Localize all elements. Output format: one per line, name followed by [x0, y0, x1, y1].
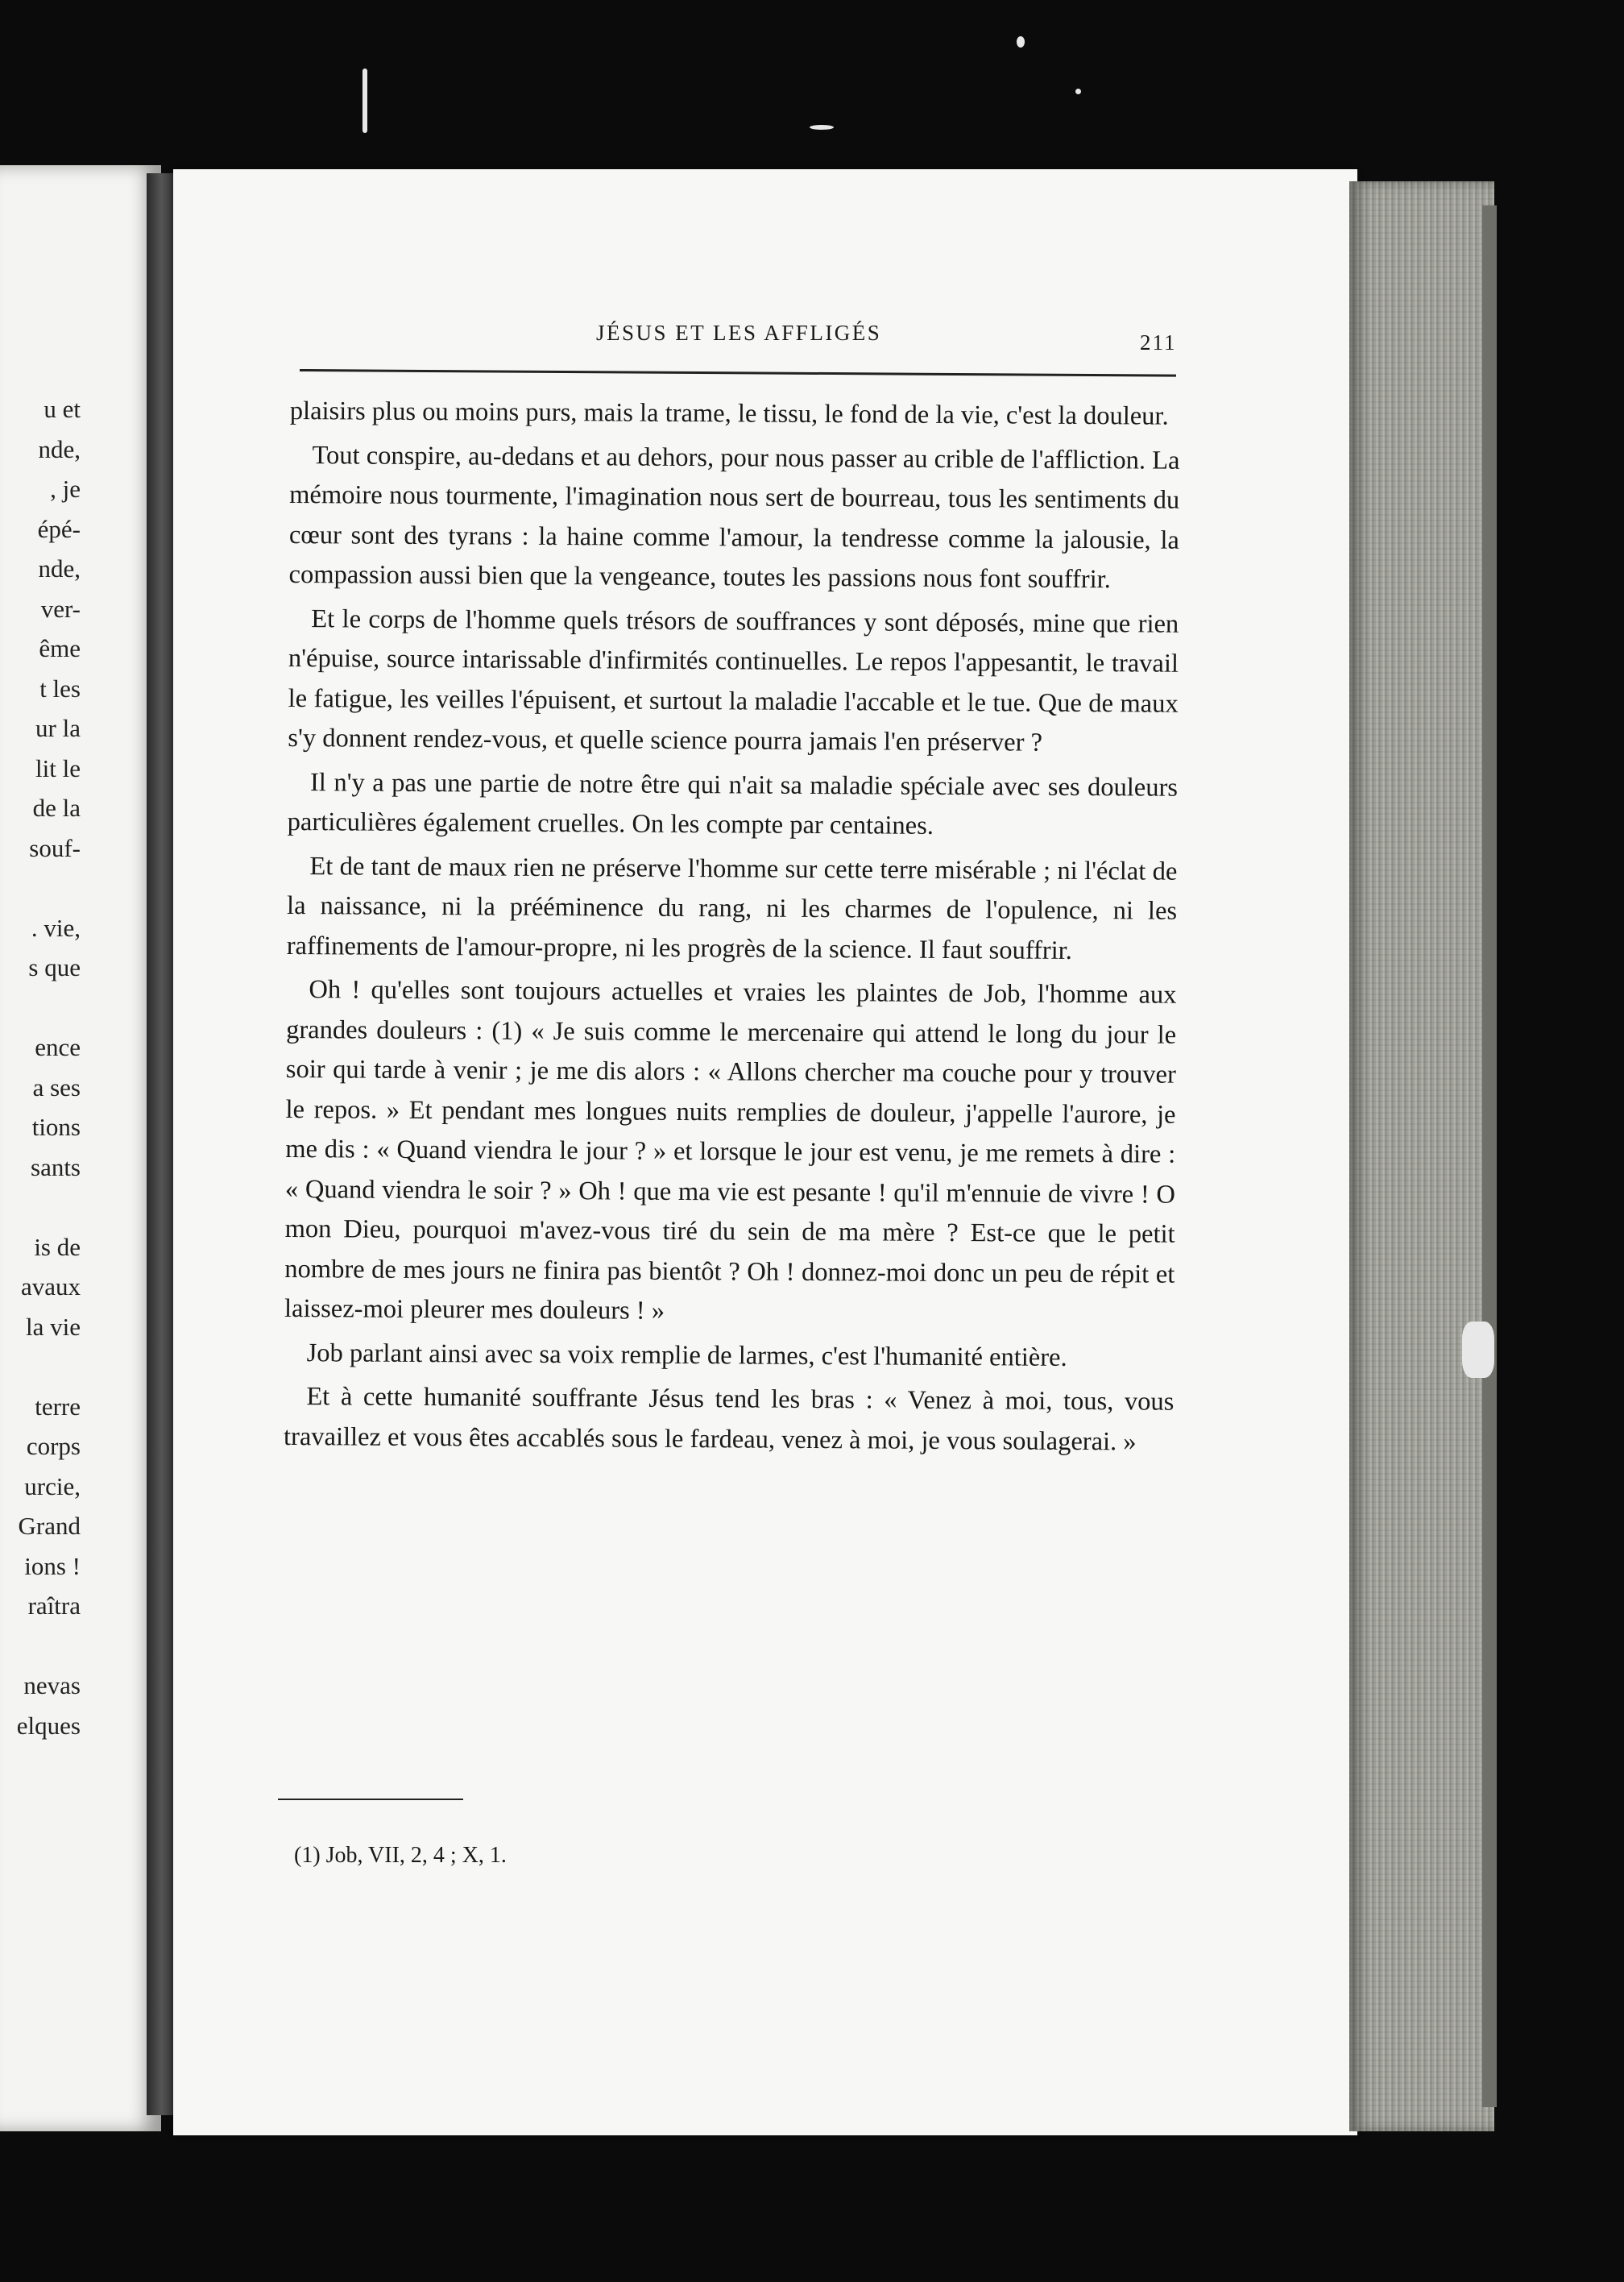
paragraph: plaisirs plus ou moins purs, mais la trame, le tissu, le fond de la vie, c'est la douleur. — [289, 396, 1169, 431]
paragraph: Et à cette humanité souffrante Jésus tend les bras : « Venez à moi, tous, vous travaillez et vous êtes accablés sous le fardeau, venez à moi, je vous soulagerai. » — [283, 1382, 1174, 1456]
left-page-fragment: s que — [28, 953, 81, 981]
body-text — [284, 392, 1180, 1467]
left-page-fragment: nde, — [38, 434, 81, 463]
paragraph: Et le corps de l'homme quels trésors de souffrances y sont déposés, mine que rien n'épuise, source intarissable d'infirmités continuelles. Le repos l'appesantit, le travail le fatigue, les veilles l'épuisent, et surtout la maladie l'accable et le tue. Que de maux s'y donnent rendez-vous, et quelle science pourra jamais l'en préserver ? — [288, 604, 1179, 757]
page-edges-block — [1349, 181, 1494, 2131]
left-page-fragment: nevas — [23, 1671, 81, 1699]
left-page-fragment: a ses — [32, 1073, 81, 1102]
left-page-fragment: Grand — [18, 1512, 81, 1540]
film-speck — [810, 125, 834, 130]
left-page-fragment: urcie, — [24, 1471, 81, 1500]
film-speck — [1075, 89, 1081, 94]
left-page-fragment: terre — [35, 1392, 81, 1421]
left-page-fragment: tions — [31, 1113, 81, 1141]
left-page-fragment: avaux — [20, 1272, 81, 1301]
left-page-fragment: is de — [34, 1232, 81, 1261]
paragraph: Job parlant ainsi avec sa voix remplie de larmes, c'est l'humanité entière. — [306, 1338, 1067, 1372]
left-page-fragment: elques — [16, 1711, 81, 1740]
left-page-fragment: la vie — [26, 1312, 81, 1341]
page-edge-shadow — [1482, 205, 1497, 2107]
left-page-fragment: corps — [26, 1432, 81, 1460]
left-page-fragment: ver- — [40, 594, 81, 623]
left-page-fragment: lit le — [35, 753, 81, 782]
left-page-fragment: ême — [39, 634, 81, 662]
paragraph: Il n'y a pas une partie de notre être qui n'ait sa maladie spéciale avec ses douleurs particulières également cruelles. On les compte par centaines. — [287, 767, 1179, 840]
paragraph: Et de tant de maux rien ne préserve l'homme sur cette terre misérable ; ni l'éclat de la naissance, ni la prééminence du rang, ni les charmes de l'opulence, ni les raffinements de l'amour-propre, ni les progrès de la science. Il faut souffrir. — [286, 851, 1178, 965]
left-page-fragment: ur la — [35, 714, 81, 742]
left-page-fragment: raîtra — [27, 1591, 81, 1620]
paragraph: Oh ! qu'elles sont toujours actuelles et vraies les plaintes de Job, l'homme aux grandes douleurs : (1) « Je suis comme le mercenaire qui attend le long du jour le soir qui tarde à venir ; je me dis alors : « Allons chercher ma couche pour y trouver le repos. » Et pendant mes longues nuits remplies de douleur, j'appelle l'aurore, je me dis : « Quand viendra le jour ? » et lorsque le jour est venu, je me remets à dire : « Quand viendra le soir ? » Oh ! que ma vie est pesante ! qu'il m'ennuie de vivre ! O mon Dieu, pourquoi m'avez-vous tiré du sein de ma mère ? Est-ce que le petit nombre de mes jours ne finira pas bientôt ? Oh ! donnez-moi donc un peu de répit et laissez-moi pleurer mes douleurs ! » — [284, 975, 1177, 1326]
left-page-fragment: de la — [32, 794, 81, 822]
film-speck — [1462, 1321, 1494, 1378]
left-page-fragment: t les — [39, 674, 81, 703]
left-page-fragment: nde, — [38, 554, 81, 583]
paragraph: Tout conspire, au-dedans et au dehors, pour nous passer au crible de l'affliction. La mémoire nous tourmente, l'imagination nous sert de bourreau, tous les sentiments du cœur sont des tyrans : la haine comme l'amour, la tendresse comme la jalousie, la compassion aussi bien que la vengeance, toutes les passions nous font souffrir. — [288, 440, 1180, 595]
film-speck — [362, 68, 367, 133]
left-page-fragment: ence — [35, 1033, 81, 1061]
left-page-fragment: sants — [31, 1152, 81, 1181]
footnote: (1) Job, VII, 2, 4 ; X, 1. — [294, 1843, 507, 1868]
footnote-rule — [278, 1799, 463, 1800]
running-header: JÉSUS ET LES AFFLIGÉS — [596, 321, 882, 345]
film-speck — [1017, 36, 1025, 48]
left-page-fragment: souf- — [29, 833, 81, 862]
left-page-fragment: ions ! — [24, 1551, 81, 1580]
left-page-fragment: u et — [44, 395, 81, 423]
left-facing-page — [0, 165, 161, 2131]
page-number: 211 — [1140, 330, 1177, 355]
left-page-fragment: épé- — [37, 514, 81, 543]
left-page-fragment: , je — [50, 475, 81, 503]
left-page-fragment: . vie, — [31, 913, 81, 942]
